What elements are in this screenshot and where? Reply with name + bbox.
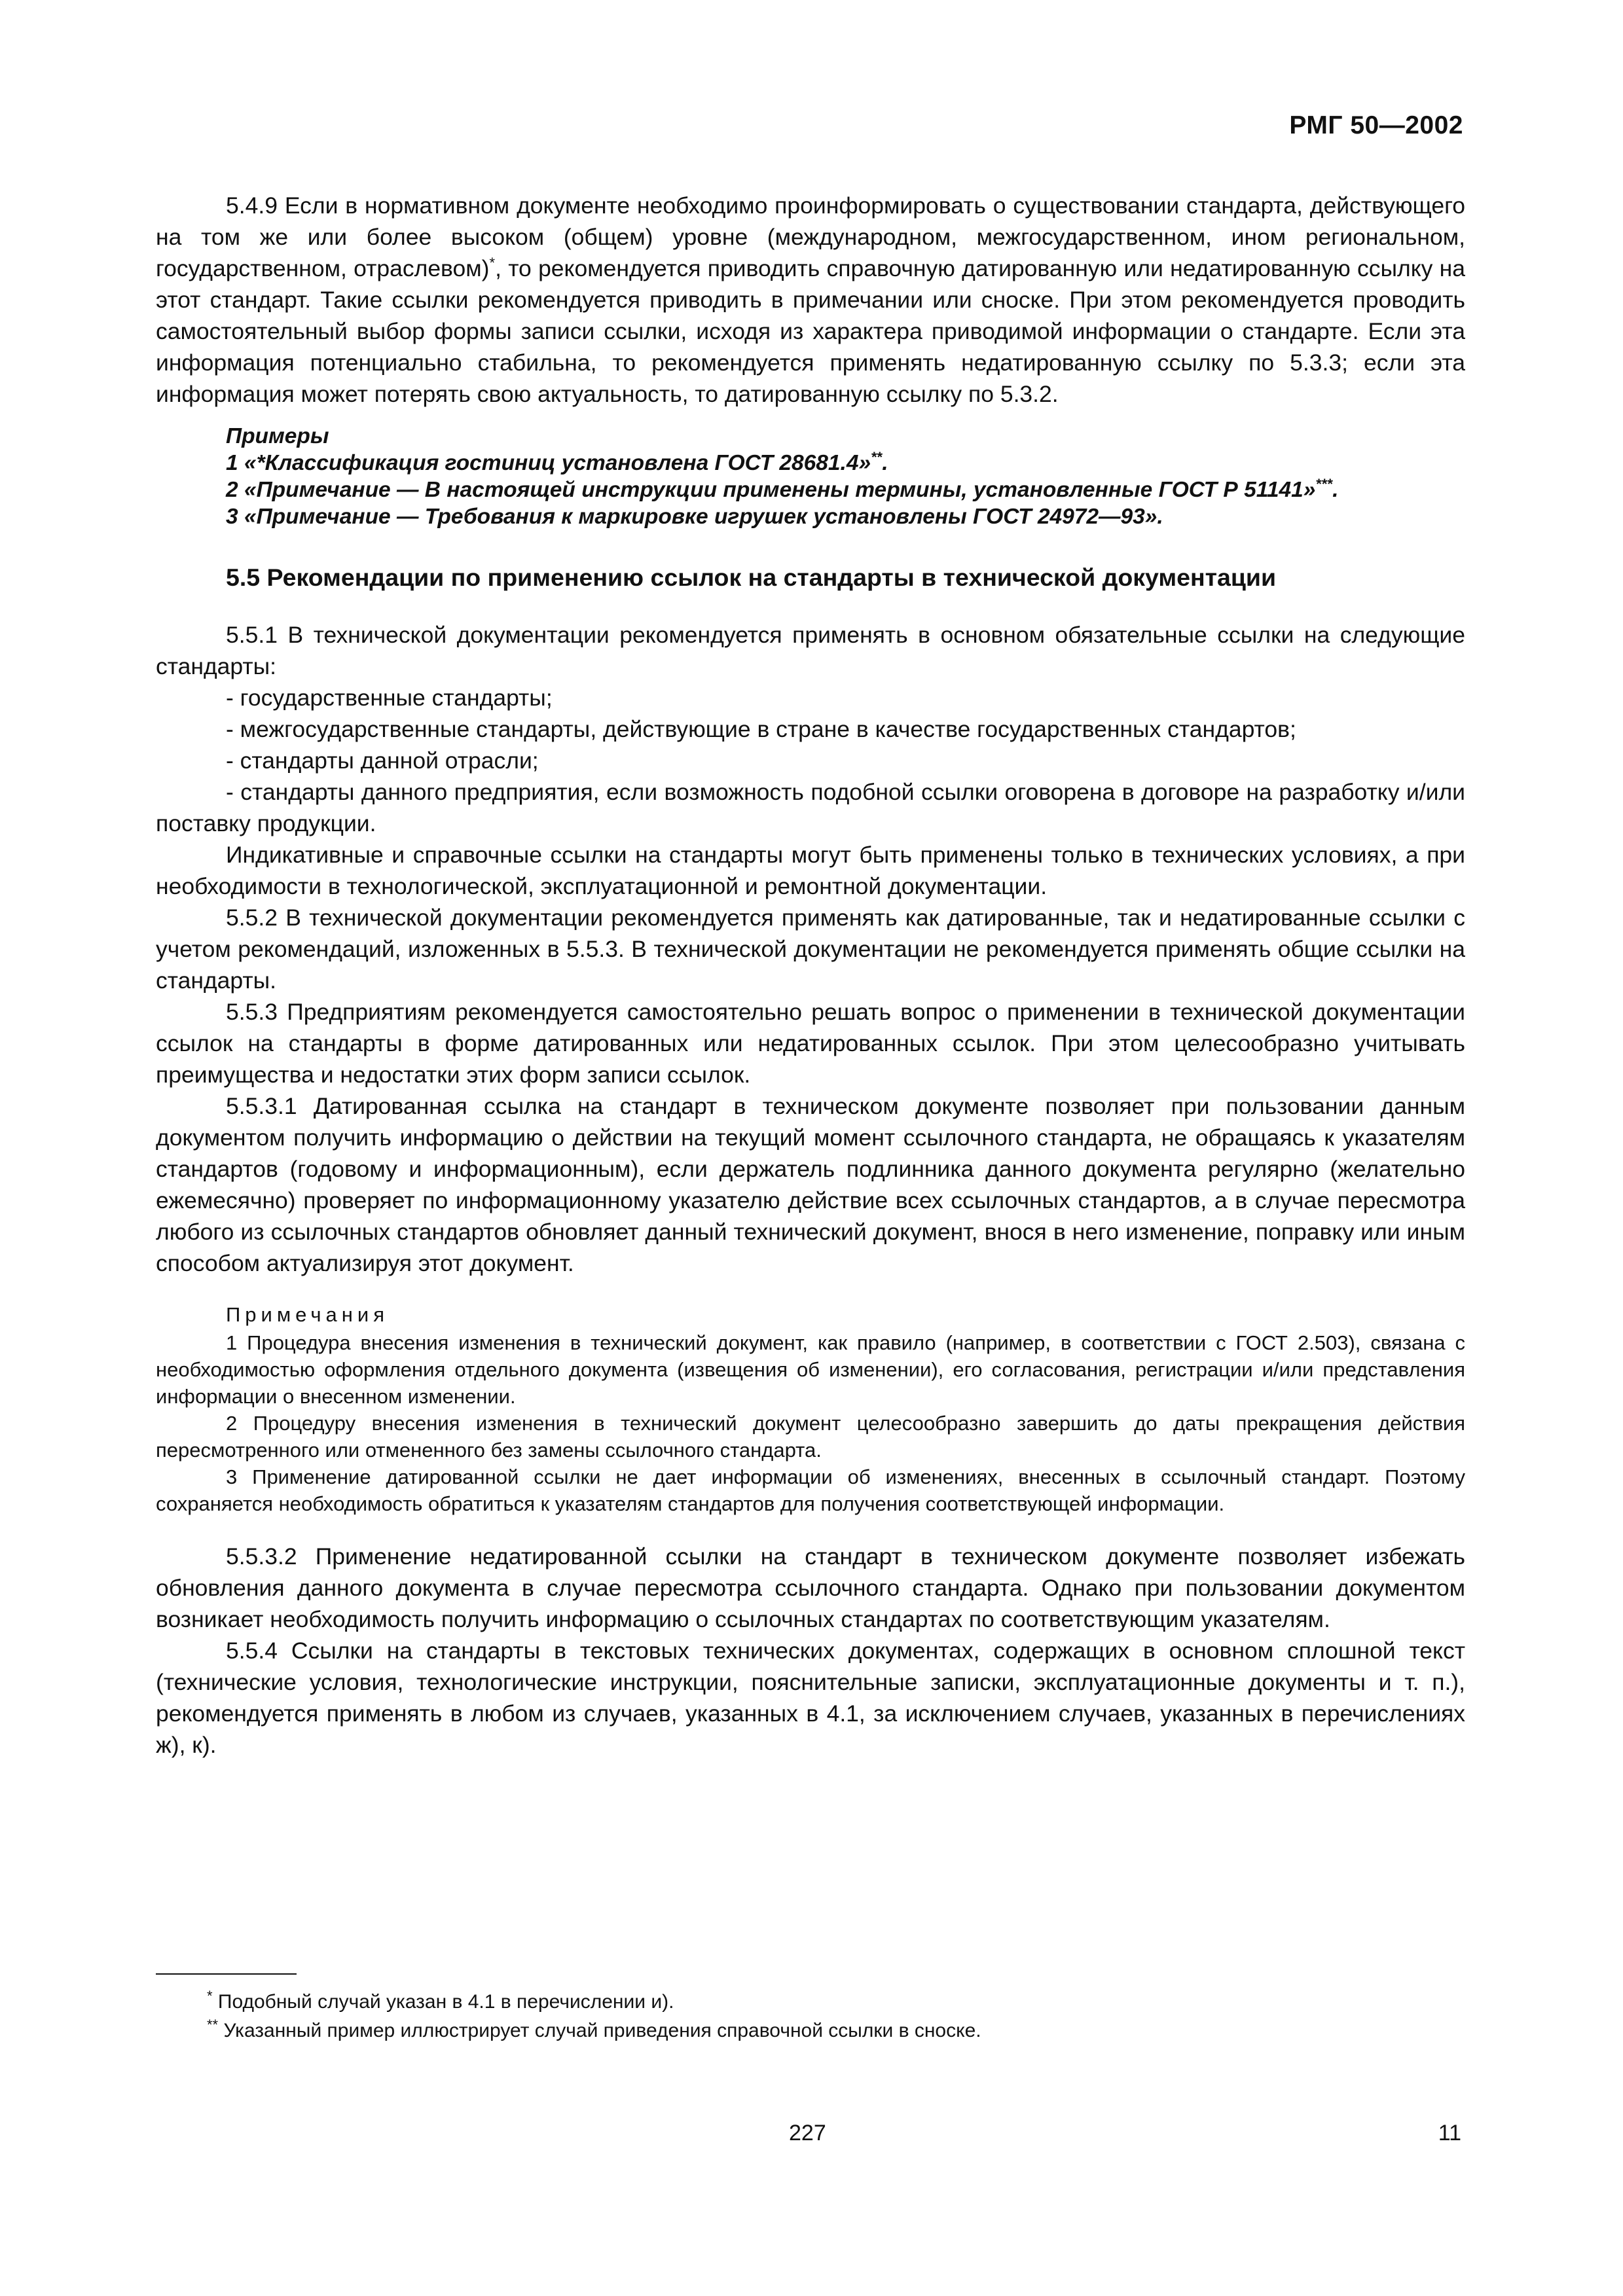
document-code: РМГ 50—2002 — [1289, 111, 1463, 139]
page-number-right: 11 — [1438, 2121, 1461, 2145]
section-heading-5-5: 5.5 Рекомендации по применению ссылок на стандарты в технической документации — [226, 564, 1277, 591]
list-item: - государственные стандарты; — [226, 685, 553, 711]
footnote-item: * Подобный случай указан в 4.1 в перечислении и). — [207, 1988, 674, 2013]
examples-block — [226, 423, 1465, 530]
paragraph-5-5-2: 5.5.2 В технической документации рекомендуется применять как датированные, так и недатированные ссылки с учетом рекомендаций, изложенных в 5.5.3. В технической документации не рекомендуется применять общие ссылки на стандарты. — [156, 905, 1465, 994]
note-item: 2 Процедуру внесения изменения в технический документ целесообразно завершить до даты прекращения действия пересмотренного или отмененного без замены ссылочного стандарта. — [156, 1412, 1465, 1462]
note-item: 1 Процедура внесения изменения в технический документ, как правило (например, в соответствии с ГОСТ 2.503), связана с необходимостью оформления отдельного документа (извещения об изменении), его согласования, регистрации и/или представления информации о внесенном изменении. — [156, 1331, 1465, 1408]
footnote-divider — [156, 1973, 297, 1975]
example-item: 3 «Примечание — Требования к маркировке игрушек установлены ГОСТ 24972—93». — [226, 505, 1163, 529]
examples-title: Примеры — [226, 424, 329, 448]
paragraph-5-5-4: 5.5.4 Ссылки на стандарты в текстовых технических документах, содержащих в основном сплошной текст (технические условия, технологические инструкции, пояснительные записки, эксплуатационные документы и т. п.), рекомендуется применять в любом из случаев, указанных в 4.1, за исключением случаев, указанных в перечислениях ж), к). — [156, 1638, 1465, 1758]
paragraph-5-4-9: 5.4.9 Если в нормативном документе необходимо проинформировать о существовании стандарта, действующего на том же или более высоком (общем) уровне (международном, межгосударственном, ином региональном, государственном, отраслевом)*, то рекомендуется приводить справочную датированную или недатированную ссылку на этот стандарт. Такие ссылки рекомендуется приводить в примечании или сноске. При этом рекомендуется проводить самостоятельный выбор формы записи ссылки, исходя из характера приводимой информации о стандарте. Если эта информация потенциально стабильна, то рекомендуется применять недатированную ссылку по 5.3.3; если эта информация может потерять свою актуальность, то датированную ссылку по 5.3.2. — [156, 192, 1465, 407]
note-item: 3 Применение датированной ссылки не дает информации об изменениях, внесенных в ссылочный стандарт. Поэтому сохраняется необходимость обратиться к указателям стандартов для получения соответствующей информации. — [156, 1465, 1465, 1515]
example-item: 1 «*Классификация гостиниц установлена ГОСТ 28681.4»**. — [226, 448, 888, 475]
example-item: 2 «Примечание — В настоящей инструкции применены термины, установленные ГОСТ Р 51141»***. — [226, 475, 1339, 502]
document-body — [156, 190, 1465, 1761]
notes-block — [156, 1301, 1465, 1517]
footnote-item: ** Указанный пример иллюстрирует случай приведения справочной ссылки в сноске. — [207, 2017, 981, 2041]
footnote-ref: * — [489, 255, 496, 272]
paragraph-5-5-3-2: 5.5.3.2 Применение недатированной ссылки на стандарт в техническом документе позволяет избежать обновления данного документа в случае пересмотра ссылочного стандарта. Однако при пользовании документом возникает необходимость получить информацию о ссылочных стандартах по соответствующим указателям. — [156, 1543, 1465, 1632]
list-item: - стандарты данной отрасли; — [226, 747, 539, 774]
paragraph-5-5-1: 5.5.1 В технической документации рекомендуется применять в основном обязательные ссылки на следующие стандарты: — [156, 622, 1465, 679]
footnotes — [156, 1988, 1465, 2045]
list-item: - межгосударственные стандарты, действующие в стране в качестве государственных стандартов; — [226, 716, 1296, 742]
paragraph-5-5-1-indicative: Индикативные и справочные ссылки на стандарты могут быть применены только в технических условиях, а при необходимости в технологической, эксплуатационной и ремонтной документации. — [156, 842, 1465, 899]
notes-title: Примечания — [226, 1303, 389, 1326]
page-number-center: 227 — [789, 2121, 826, 2145]
paragraph-5-5-3-1: 5.5.3.1 Датированная ссылка на стандарт в техническом документе позволяет при пользовании данным документом получить информацию о действии на текущий момент ссылочного стандарта, не обращаясь к указателям стандартов (годовому и информационным), если держатель подлинника данного документа регулярно (желательно ежемесячно) проверяет по информационному указателю действие всех ссылочных стандартов, а в случае пересмотра любого из ссылочных стандартов обновляет данный технический документ, внося в него изменение, поправку или иным способом актуализируя этот документ. — [156, 1093, 1465, 1276]
paragraph-5-5-3: 5.5.3 Предприятиям рекомендуется самостоятельно решать вопрос о применении в технической документации ссылок на стандарты в форме датированных или недатированных ссылок. При этом целесообразно учитывать преимущества и недостатки этих форм записи ссылок. — [156, 999, 1465, 1088]
list-item: - стандарты данного предприятия, если возможность подобной ссылки оговорена в договоре на разработку и/или поставку продукции. — [156, 779, 1465, 836]
